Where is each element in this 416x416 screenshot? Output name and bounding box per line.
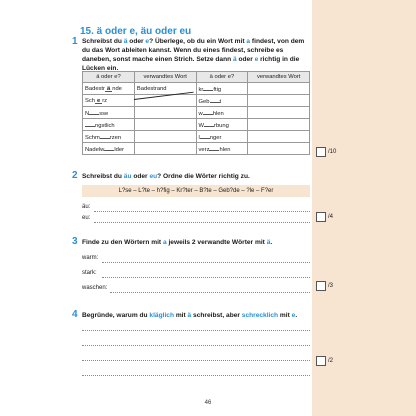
table-row <box>83 131 310 143</box>
related-word-cell[interactable] <box>248 95 310 107</box>
related-word-cell[interactable] <box>134 119 196 131</box>
related-word-cell[interactable] <box>248 83 310 95</box>
page-title: 15. ä oder e, äu oder eu <box>80 26 192 37</box>
task-1-score: /10 <box>316 147 336 157</box>
line-label-au: äu: <box>82 204 91 210</box>
answer-line[interactable] <box>82 360 310 361</box>
task-3-number: 3 <box>72 236 78 247</box>
related-word-cell[interactable] <box>248 119 310 131</box>
gap-word-cell: W rbung <box>196 119 248 131</box>
table-row <box>83 95 310 107</box>
gap-word-cell: ngstlich <box>83 119 135 131</box>
task-3-instruction: Finde zu den Wörtern mit a jeweils 2 verwandte Wörter mit ä. <box>82 239 273 246</box>
line-label-warm: warm: <box>82 255 99 261</box>
task-2-number: 2 <box>72 170 78 181</box>
task-4-score: /2 <box>316 356 333 366</box>
answer-line[interactable] <box>82 375 310 376</box>
task-4-number: 4 <box>72 309 78 320</box>
related-word-cell[interactable] <box>134 107 196 119</box>
task-1-instruction: Schreibst du ä oder e? Überlege, ob du ein Wort mit a findest, von dem du das Wort ableiten kannst. Wenn du eines findest, schreibe es daneben, sonst mache einen Strich. Setze dann ä oder e richtig in die Lücken ein. <box>82 38 305 72</box>
answer-line[interactable] <box>110 292 310 293</box>
score-box[interactable] <box>316 281 326 291</box>
related-word-cell[interactable] <box>248 143 310 155</box>
gap-word-cell: w hlen <box>196 107 248 119</box>
answer-line[interactable] <box>94 211 310 212</box>
gap-word-cell: Badestr ä nde <box>83 83 135 95</box>
related-word-cell[interactable]: Badestrand <box>134 83 196 95</box>
table-row <box>83 119 310 131</box>
task-3-score: /3 <box>316 281 333 291</box>
gap-word-cell: N sse <box>83 107 135 119</box>
answer-line[interactable] <box>82 330 310 331</box>
score-box[interactable] <box>316 212 326 222</box>
gap-word-cell: Sch e rz <box>83 95 135 107</box>
table-row <box>83 83 310 95</box>
line-label-waschen: waschen: <box>82 285 108 291</box>
answer-line[interactable] <box>102 277 310 278</box>
related-word-cell[interactable] <box>248 131 310 143</box>
table-row <box>83 143 310 155</box>
score-box[interactable] <box>316 356 326 366</box>
word-table <box>82 71 310 155</box>
page-number: 46 <box>204 400 212 406</box>
line-label-eu: eu: <box>82 215 91 221</box>
gap-word-cell: Geb t <box>196 95 248 107</box>
gap-word-cell: Schm rzen <box>83 131 135 143</box>
gap-word-cell: kr ftig <box>196 83 248 95</box>
table-row <box>83 107 310 119</box>
table-header: verwandtes Wort <box>134 72 196 83</box>
task-4-instruction: Begründe, warum du kläglich mit ä schreibst, aber schrecklich mit e. <box>82 312 298 319</box>
related-word-cell[interactable] <box>248 107 310 119</box>
gap-word-cell: verz hlen <box>196 143 248 155</box>
answer-line[interactable] <box>102 262 310 263</box>
word-bank: L?se – L?te – h?fig – Kr?ter – B?te – Geb?de – ?le – F?er <box>82 185 310 197</box>
score-sidebar <box>312 0 416 416</box>
task-2-score: /4 <box>316 212 333 222</box>
task-1-number: 1 <box>72 36 78 47</box>
table-header: ä oder e? <box>83 72 135 83</box>
gap-word-cell: l nger <box>196 131 248 143</box>
table-header: verwandtes Wort <box>248 72 310 83</box>
answer-line[interactable] <box>94 222 310 223</box>
related-word-cell[interactable] <box>134 95 196 107</box>
line-label-stark: stark: <box>82 270 97 276</box>
score-box[interactable] <box>316 147 326 157</box>
related-word-cell[interactable] <box>134 143 196 155</box>
table-header: ä oder e? <box>196 72 248 83</box>
task-2-instruction: Schreibst du äu oder eu? Ordne die Wörter richtig zu. <box>82 173 250 180</box>
answer-line[interactable] <box>82 345 310 346</box>
gap-word-cell: Nadelw lder <box>83 143 135 155</box>
related-word-cell[interactable] <box>134 131 196 143</box>
